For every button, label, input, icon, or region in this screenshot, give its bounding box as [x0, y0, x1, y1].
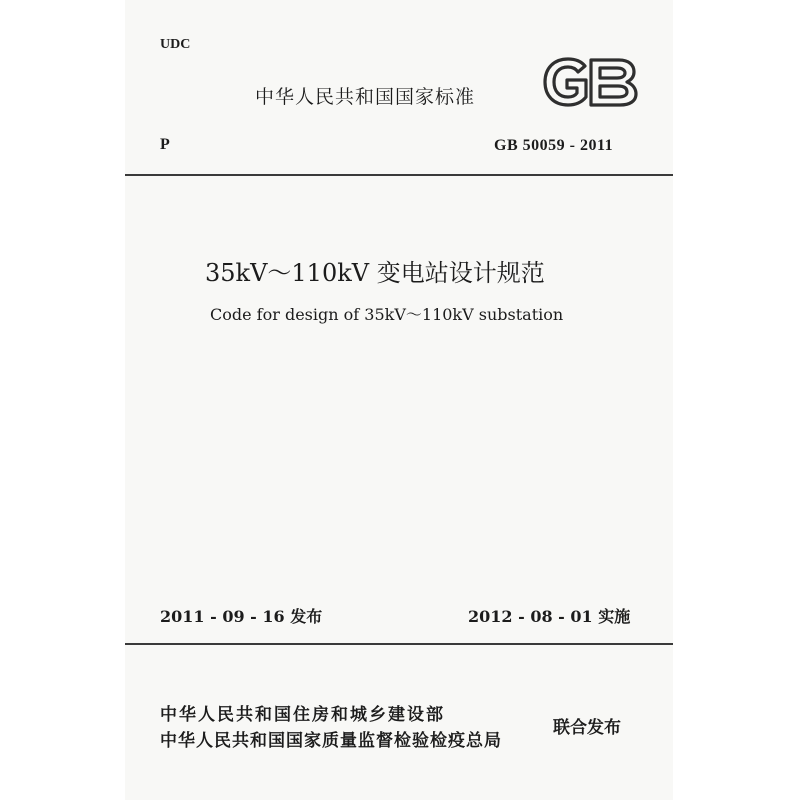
- title-chinese: 35kV～110kV 变电站设计规范: [205, 259, 545, 287]
- cover-page: [125, 0, 673, 800]
- issue-date: 2011 - 09 - 16 发布: [160, 607, 323, 626]
- gb-logo-icon: [541, 56, 639, 108]
- publisher-2: 中华人民共和国国家质量监督检验检疫总局: [160, 731, 502, 751]
- top-rule: [125, 174, 673, 176]
- classification-code: P: [160, 136, 170, 153]
- udc-label: UDC: [160, 37, 191, 52]
- title-english: Code for design of 35kV～110kV substation: [210, 305, 564, 324]
- effective-date: 2012 - 08 - 01 实施: [468, 607, 631, 626]
- standard-number: GB 50059 - 2011: [494, 137, 614, 154]
- publisher-1: 中华人民共和国住房和城乡建设部: [160, 705, 445, 725]
- bottom-rule: [125, 643, 673, 645]
- standard-type: 中华人民共和国国家标准: [255, 86, 476, 108]
- joint-publish-label: 联合发布: [553, 718, 621, 738]
